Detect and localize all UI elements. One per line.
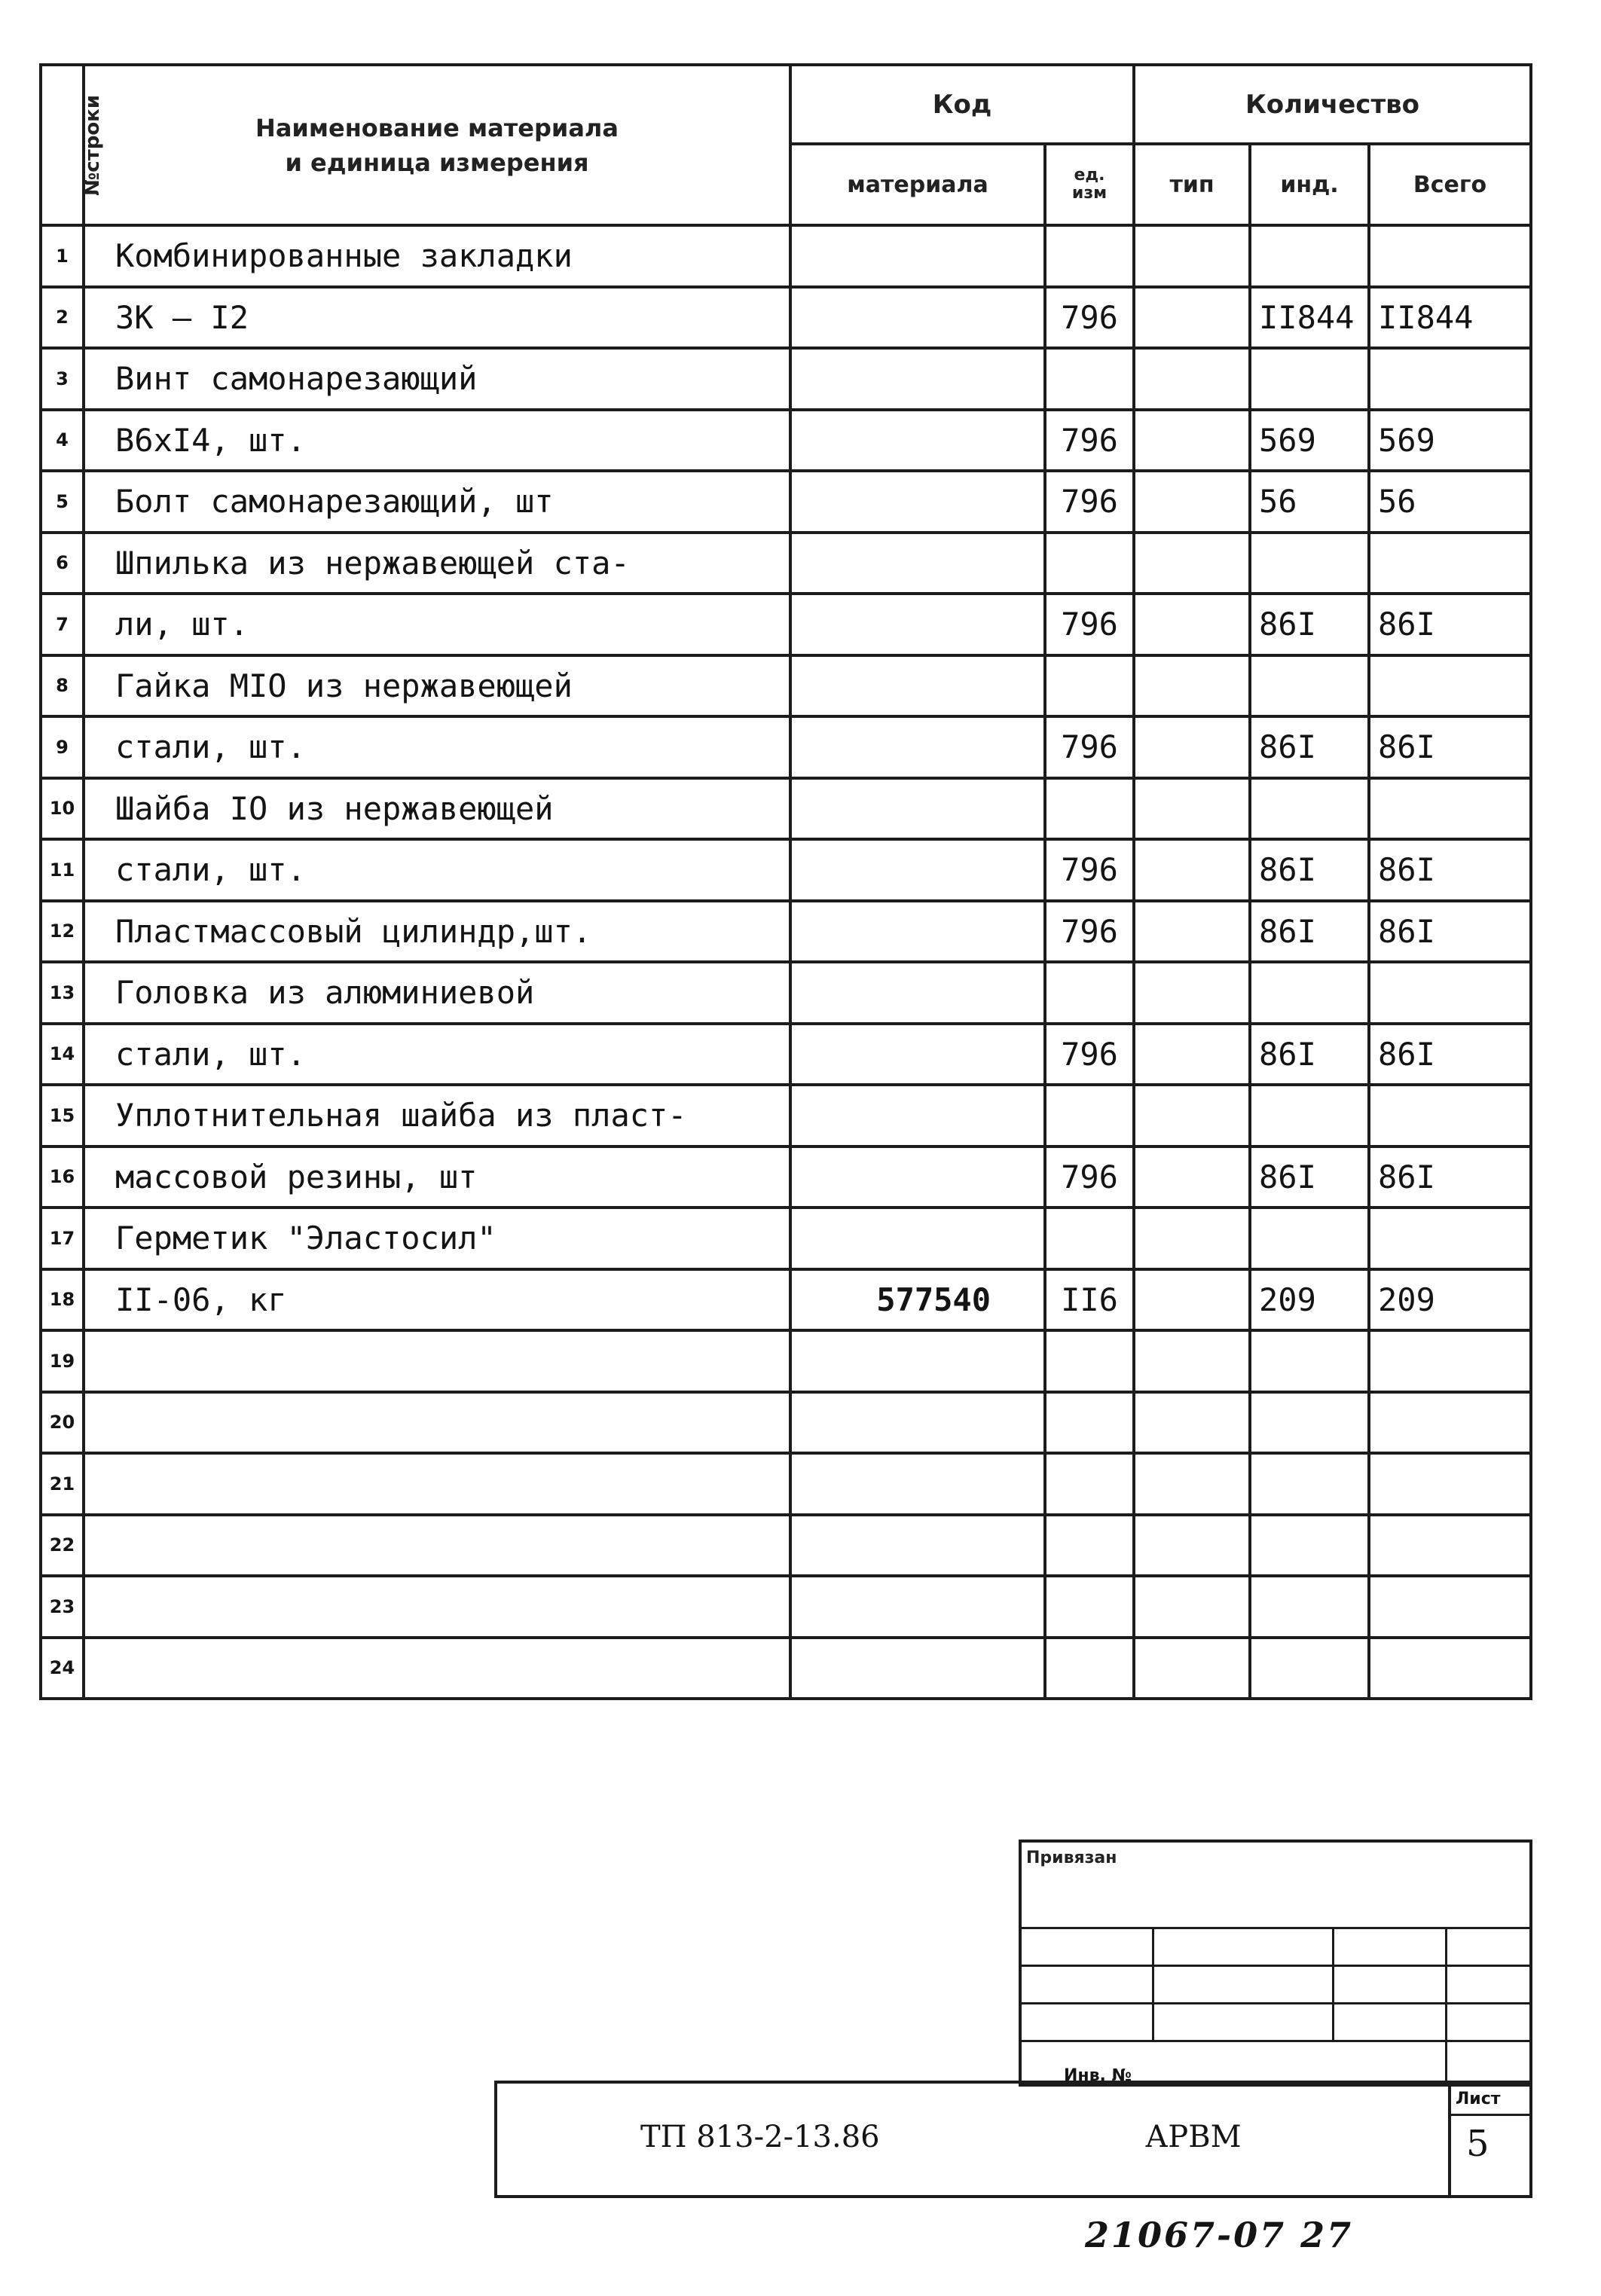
material-name-cell — [84, 1515, 790, 1577]
material-name-cell: Комбинированные закладки — [84, 225, 790, 287]
quantity-total-cell — [1369, 778, 1531, 840]
material-name-cell: стали, шт. — [84, 716, 790, 778]
table-row — [41, 839, 1531, 901]
sheet-number: 5 — [1466, 2123, 1489, 2165]
table-row — [41, 1085, 1531, 1146]
quantity-type-cell — [1134, 348, 1250, 410]
quantity-type-cell — [1134, 962, 1250, 1024]
quantity-type-cell — [1134, 1024, 1250, 1085]
quantity-individual-cell: 86I — [1250, 716, 1369, 778]
stamp-divider — [1022, 1965, 1529, 1967]
material-code-cell — [790, 716, 1045, 778]
sheet-label: Лист — [1456, 2090, 1501, 2108]
material-code-cell — [790, 839, 1045, 901]
unit-code-cell: 796 — [1045, 1024, 1134, 1085]
table-row — [41, 287, 1531, 349]
quantity-individual-cell: 569 — [1250, 410, 1369, 472]
material-name-cell: ли, шт. — [84, 594, 790, 655]
unit-code-cell — [1045, 778, 1134, 840]
quantity-type-cell — [1134, 410, 1250, 472]
header-quantity-total: Всего — [1369, 144, 1531, 225]
quantity-total-cell: 56 — [1369, 471, 1531, 533]
quantity-type-cell — [1134, 594, 1250, 655]
unit-code-cell: 796 — [1045, 287, 1134, 349]
quantity-total-cell — [1369, 1576, 1531, 1638]
quantity-individual-cell — [1250, 1453, 1369, 1515]
row-number-cell: 6 — [41, 533, 84, 594]
unit-code-cell — [1045, 1576, 1134, 1638]
quantity-individual-cell — [1250, 1392, 1369, 1454]
quantity-individual-cell — [1250, 1576, 1369, 1638]
quantity-total-cell — [1369, 348, 1531, 410]
quantity-total-cell: 86I — [1369, 1146, 1531, 1208]
quantity-total-cell: 86I — [1369, 1024, 1531, 1085]
row-number-cell: 15 — [41, 1085, 84, 1146]
unit-code-cell: 796 — [1045, 839, 1134, 901]
quantity-type-cell — [1134, 1515, 1250, 1577]
header-quantity-group: Количество — [1134, 65, 1531, 144]
quantity-total-cell — [1369, 1515, 1531, 1577]
approval-stamp — [1019, 1840, 1532, 2087]
quantity-total-cell: 569 — [1369, 410, 1531, 472]
quantity-type-cell — [1134, 1085, 1250, 1146]
material-code-cell — [790, 1024, 1045, 1085]
quantity-total-cell — [1369, 1392, 1531, 1454]
material-name-cell: II-06, кг — [84, 1269, 790, 1331]
material-name-cell: Пластмассовый цилиндр,шт. — [84, 901, 790, 963]
quantity-individual-cell — [1250, 778, 1369, 840]
row-number-cell: 20 — [41, 1392, 84, 1454]
quantity-individual-cell: 86I — [1250, 594, 1369, 655]
unit-code-cell — [1045, 1392, 1134, 1454]
quantity-type-cell — [1134, 1330, 1250, 1392]
material-code-cell — [790, 471, 1045, 533]
material-code-cell — [790, 1638, 1045, 1699]
quantity-individual-cell — [1250, 1515, 1369, 1577]
quantity-total-cell: 86I — [1369, 901, 1531, 963]
quantity-individual-cell — [1250, 1330, 1369, 1392]
row-number-cell: 13 — [41, 962, 84, 1024]
stamp-divider — [1022, 2002, 1529, 2004]
material-code-cell — [790, 225, 1045, 287]
quantity-individual-cell: 56 — [1250, 471, 1369, 533]
unit-code-cell — [1045, 1208, 1134, 1269]
material-name-cell: Уплотнительная шайба из пласт- — [84, 1085, 790, 1146]
row-number-cell: 23 — [41, 1576, 84, 1638]
unit-code-cell — [1045, 1453, 1134, 1515]
material-code-cell — [790, 1515, 1045, 1577]
material-code-cell — [790, 962, 1045, 1024]
quantity-total-cell — [1369, 1208, 1531, 1269]
quantity-individual-cell — [1250, 1085, 1369, 1146]
header-code-group: Код — [790, 65, 1134, 144]
quantity-total-cell — [1369, 1085, 1531, 1146]
material-name-cell: Винт самонарезающий — [84, 348, 790, 410]
quantity-type-cell — [1134, 839, 1250, 901]
quantity-total-cell: 86I — [1369, 594, 1531, 655]
attached-label: Привязан — [1026, 1849, 1117, 1867]
quantity-type-cell — [1134, 533, 1250, 594]
quantity-individual-cell: 86I — [1250, 901, 1369, 963]
row-number-cell: 17 — [41, 1208, 84, 1269]
table-row — [41, 1453, 1531, 1515]
material-code-cell — [790, 1453, 1045, 1515]
unit-code-cell: II6 — [1045, 1269, 1134, 1331]
table-row — [41, 901, 1531, 963]
quantity-type-cell — [1134, 778, 1250, 840]
table-row — [41, 225, 1531, 287]
header-quantity-type: тип — [1134, 144, 1250, 225]
quantity-total-cell: 86I — [1369, 716, 1531, 778]
archive-number: 21067-07 27 — [1085, 2215, 1354, 2255]
stamp-divider — [1332, 1927, 1334, 2040]
table-row — [41, 348, 1531, 410]
quantity-type-cell — [1134, 471, 1250, 533]
material-name-cell — [84, 1638, 790, 1699]
material-code-cell — [790, 1392, 1045, 1454]
material-code-cell — [790, 901, 1045, 963]
unit-code-cell: 796 — [1045, 716, 1134, 778]
row-number-cell: 4 — [41, 410, 84, 472]
header-quantity-individual: инд. — [1250, 144, 1369, 225]
table-row — [41, 1576, 1531, 1638]
table-row — [41, 1146, 1531, 1208]
inventory-number-label: Инв. № — [1064, 2066, 1132, 2085]
unit-code-cell — [1045, 533, 1134, 594]
sheet-box — [1448, 2084, 1532, 2195]
quantity-type-cell — [1134, 1269, 1250, 1331]
quantity-individual-cell — [1250, 1638, 1369, 1699]
material-name-cell: В6хI4, шт. — [84, 410, 790, 472]
row-number-cell: 1 — [41, 225, 84, 287]
unit-code-cell — [1045, 962, 1134, 1024]
material-name-cell: Герметик "Эластосил" — [84, 1208, 790, 1269]
unit-code-cell — [1045, 1638, 1134, 1699]
table-row — [41, 594, 1531, 655]
material-code-cell: 577540 — [790, 1269, 1045, 1331]
stamp-divider — [1022, 2040, 1529, 2042]
quantity-individual-cell: II844 — [1250, 287, 1369, 349]
row-number-cell: 5 — [41, 471, 84, 533]
material-code-cell — [790, 778, 1045, 840]
quantity-total-cell — [1369, 1453, 1531, 1515]
material-name-cell: ЗК – I2 — [84, 287, 790, 349]
row-number-cell: 24 — [41, 1638, 84, 1699]
unit-code-cell — [1045, 1085, 1134, 1146]
quantity-total-cell: 86I — [1369, 839, 1531, 901]
unit-code-cell — [1045, 1330, 1134, 1392]
material-code-cell — [790, 533, 1045, 594]
header-unit-code: ед. изм — [1045, 144, 1134, 225]
row-number-cell: 22 — [41, 1515, 84, 1577]
quantity-type-cell — [1134, 1392, 1250, 1454]
row-number-cell: 9 — [41, 716, 84, 778]
quantity-individual-cell: 86I — [1250, 1024, 1369, 1085]
quantity-individual-cell — [1250, 348, 1369, 410]
unit-code-cell: 796 — [1045, 471, 1134, 533]
material-code-cell — [790, 348, 1045, 410]
quantity-type-cell — [1134, 655, 1250, 717]
material-name-cell — [84, 1392, 790, 1454]
quantity-individual-cell: 209 — [1250, 1269, 1369, 1331]
row-number-cell: 10 — [41, 778, 84, 840]
stamp-divider — [1445, 1927, 1447, 2084]
unit-code-cell — [1045, 1515, 1134, 1577]
table-row — [41, 655, 1531, 717]
table-row — [41, 1269, 1531, 1331]
materials-table — [39, 63, 1532, 1700]
row-number-cell: 14 — [41, 1024, 84, 1085]
table-row — [41, 778, 1531, 840]
row-number-cell: 3 — [41, 348, 84, 410]
quantity-type-cell — [1134, 1576, 1250, 1638]
material-name-cell: массовой резины, шт — [84, 1146, 790, 1208]
material-name-cell — [84, 1330, 790, 1392]
table-row — [41, 410, 1531, 472]
material-name-cell: Шпилька из нержавеющей ста- — [84, 533, 790, 594]
table-row — [41, 1638, 1531, 1699]
quantity-type-cell — [1134, 901, 1250, 963]
unit-code-cell — [1045, 225, 1134, 287]
unit-code-cell: 796 — [1045, 594, 1134, 655]
header-material-name: Наименование материала и единица измерения — [84, 65, 790, 225]
material-name-cell — [84, 1453, 790, 1515]
quantity-individual-cell: 86I — [1250, 839, 1369, 901]
quantity-total-cell: 209 — [1369, 1269, 1531, 1331]
quantity-type-cell — [1134, 1638, 1250, 1699]
material-name-cell: стали, шт. — [84, 1024, 790, 1085]
quantity-total-cell — [1369, 533, 1531, 594]
material-code-cell — [790, 1576, 1045, 1638]
unit-code-cell: 796 — [1045, 1146, 1134, 1208]
document-code: ТП 813-2-13.86 — [640, 2120, 880, 2154]
unit-code-cell: 796 — [1045, 901, 1134, 963]
material-name-cell: Болт самонарезающий, шт — [84, 471, 790, 533]
quantity-individual-cell — [1250, 962, 1369, 1024]
material-code-cell — [790, 1085, 1045, 1146]
table-row — [41, 533, 1531, 594]
quantity-individual-cell — [1250, 533, 1369, 594]
quantity-total-cell — [1369, 962, 1531, 1024]
row-number-cell: 19 — [41, 1330, 84, 1392]
document-kind: АРВМ — [1145, 2120, 1242, 2154]
row-number-cell: 11 — [41, 839, 84, 901]
header-row-number: №строки — [41, 65, 84, 225]
quantity-total-cell — [1369, 1638, 1531, 1699]
material-name-cell: стали, шт. — [84, 839, 790, 901]
material-code-cell — [790, 287, 1045, 349]
stamp-divider — [1152, 1927, 1154, 2040]
table-row — [41, 1330, 1531, 1392]
quantity-type-cell — [1134, 225, 1250, 287]
quantity-individual-cell — [1250, 1208, 1369, 1269]
quantity-type-cell — [1134, 287, 1250, 349]
table-row — [41, 716, 1531, 778]
table-row — [41, 1392, 1531, 1454]
material-code-cell — [790, 1330, 1045, 1392]
material-name-cell: Головка из алюминиевой — [84, 962, 790, 1024]
unit-code-cell — [1045, 655, 1134, 717]
row-number-cell: 2 — [41, 287, 84, 349]
quantity-total-cell — [1369, 1330, 1531, 1392]
quantity-individual-cell — [1250, 225, 1369, 287]
table-row — [41, 1024, 1531, 1085]
unit-code-cell — [1045, 348, 1134, 410]
quantity-type-cell — [1134, 716, 1250, 778]
material-code-cell — [790, 410, 1045, 472]
row-number-cell: 7 — [41, 594, 84, 655]
row-number-cell: 21 — [41, 1453, 84, 1515]
quantity-total-cell — [1369, 655, 1531, 717]
stamp-divider — [1022, 1927, 1529, 1929]
quantity-type-cell — [1134, 1208, 1250, 1269]
material-code-cell — [790, 655, 1045, 717]
material-name-cell: Гайка МIO из нержавеющей — [84, 655, 790, 717]
quantity-total-cell — [1369, 225, 1531, 287]
material-name-cell — [84, 1576, 790, 1638]
sheet-divider — [1451, 2114, 1532, 2116]
quantity-total-cell: II844 — [1369, 287, 1531, 349]
table-row — [41, 962, 1531, 1024]
material-code-cell — [790, 594, 1045, 655]
table-row — [41, 1208, 1531, 1269]
row-number-cell: 12 — [41, 901, 84, 963]
table-row — [41, 1515, 1531, 1577]
unit-code-cell: 796 — [1045, 410, 1134, 472]
material-code-cell — [790, 1208, 1045, 1269]
header-material-code: материала — [790, 144, 1045, 225]
material-name-cell: Шайба IO из нержавеющей — [84, 778, 790, 840]
quantity-individual-cell — [1250, 655, 1369, 717]
row-number-cell: 16 — [41, 1146, 84, 1208]
quantity-type-cell — [1134, 1146, 1250, 1208]
material-code-cell — [790, 1146, 1045, 1208]
table-row — [41, 471, 1531, 533]
title-block — [494, 2081, 1532, 2198]
row-number-cell: 18 — [41, 1269, 84, 1331]
quantity-type-cell — [1134, 1453, 1250, 1515]
row-number-cell: 8 — [41, 655, 84, 717]
quantity-individual-cell: 86I — [1250, 1146, 1369, 1208]
